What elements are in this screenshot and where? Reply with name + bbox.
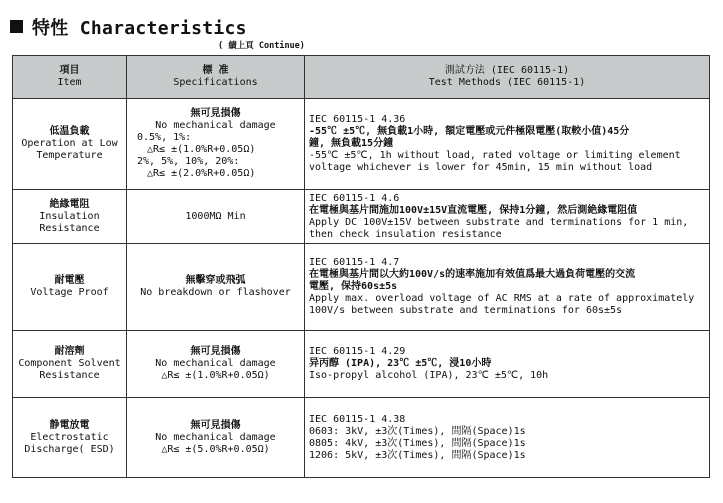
- item-cell: 静電放電 Electrostatic Discharge( ESD): [13, 398, 127, 478]
- characteristics-table: [12, 55, 710, 478]
- table-row: [13, 190, 710, 244]
- table-row: [13, 331, 710, 398]
- item-cell: 絶緣電阻 Insulation Resistance: [13, 190, 127, 244]
- method-cell: IEC 60115-1 4.7 在電極與基片間以大約100V/s的速率施加有效值爲最大過負荷電壓的交流 電壓, 保持60s±5s Apply max. overload voltage of AC RMS at a rate of approximately 100V/s between substrate and terminations for 60s±5s: [305, 244, 710, 331]
- spec-cell: 無擊穿或飛弧 No breakdown or flashover: [127, 244, 305, 331]
- column-header-item: 項目 Item: [13, 56, 127, 99]
- table-row: [13, 398, 710, 478]
- spec-cell: 無可見損傷 No mechanical damage △R≤ ±(1.0%R+0.05Ω): [127, 331, 305, 398]
- table-row: [13, 244, 710, 331]
- column-header-test-methods: 測試方法 (IEC 60115-1) Test Methods (IEC 60115-1): [305, 56, 710, 99]
- method-cell: IEC 60115-1 4.29 异丙醇 (IPA), 23℃ ±5℃, 浸10小時 Iso-propyl alcohol (IPA), 23℃ ±5℃, 10h: [305, 331, 710, 398]
- spec-cell: 無可見損傷 No mechanical damage △R≤ ±(5.0%R+0.05Ω): [127, 398, 305, 478]
- continue-note: ( 續上頁 Continue): [218, 41, 305, 51]
- item-cell: 耐電壓 Voltage Proof: [13, 244, 127, 331]
- item-cell: 耐溶劑 Component Solvent Resistance: [13, 331, 127, 398]
- square-bullet-icon: [10, 20, 23, 33]
- section-title: 特性 Characteristics: [32, 18, 247, 39]
- table-header-row: [13, 56, 710, 99]
- item-cell: 低温負載 Operation at Low Temperature: [13, 99, 127, 190]
- table-row: [13, 99, 710, 190]
- column-header-specifications: 標 准 Specifications: [127, 56, 305, 99]
- method-cell: IEC 60115-1 4.6 在電極與基片間施加100V±15V直流電壓, 保持1分鐘, 然后測絶緣電阻值 Apply DC 100V±15V between substrate and terminations for 1 min, then check insulation resistance: [305, 190, 710, 244]
- method-cell: IEC 60115-1 4.38 0603: 3kV, ±3次(Times), 間隔(Space)1s 0805: 4kV, ±3次(Times), 間隔(Space)1s 1206: 5kV, ±3次(Times), 間隔(Space)1s: [305, 398, 710, 478]
- method-cell: IEC 60115-1 4.36 -55℃ ±5℃, 無負載1小時, 額定電壓或元件極限電壓(取較小值)45分 鐘, 無負載15分鐘 -55℃ ±5℃, 1h without load, rated voltage or limiting element voltage whichever is lower for 45min, 15 min without load: [305, 99, 710, 190]
- spec-cell: 1000MΩ Min: [127, 190, 305, 244]
- spec-cell: 無可見損傷 No mechanical damage 0.5%, 1%: △R≤ ±(1.0%R+0.05Ω) 2%, 5%, 10%, 20%: △R≤ ±(2.0%R+0.05Ω): [127, 99, 305, 190]
